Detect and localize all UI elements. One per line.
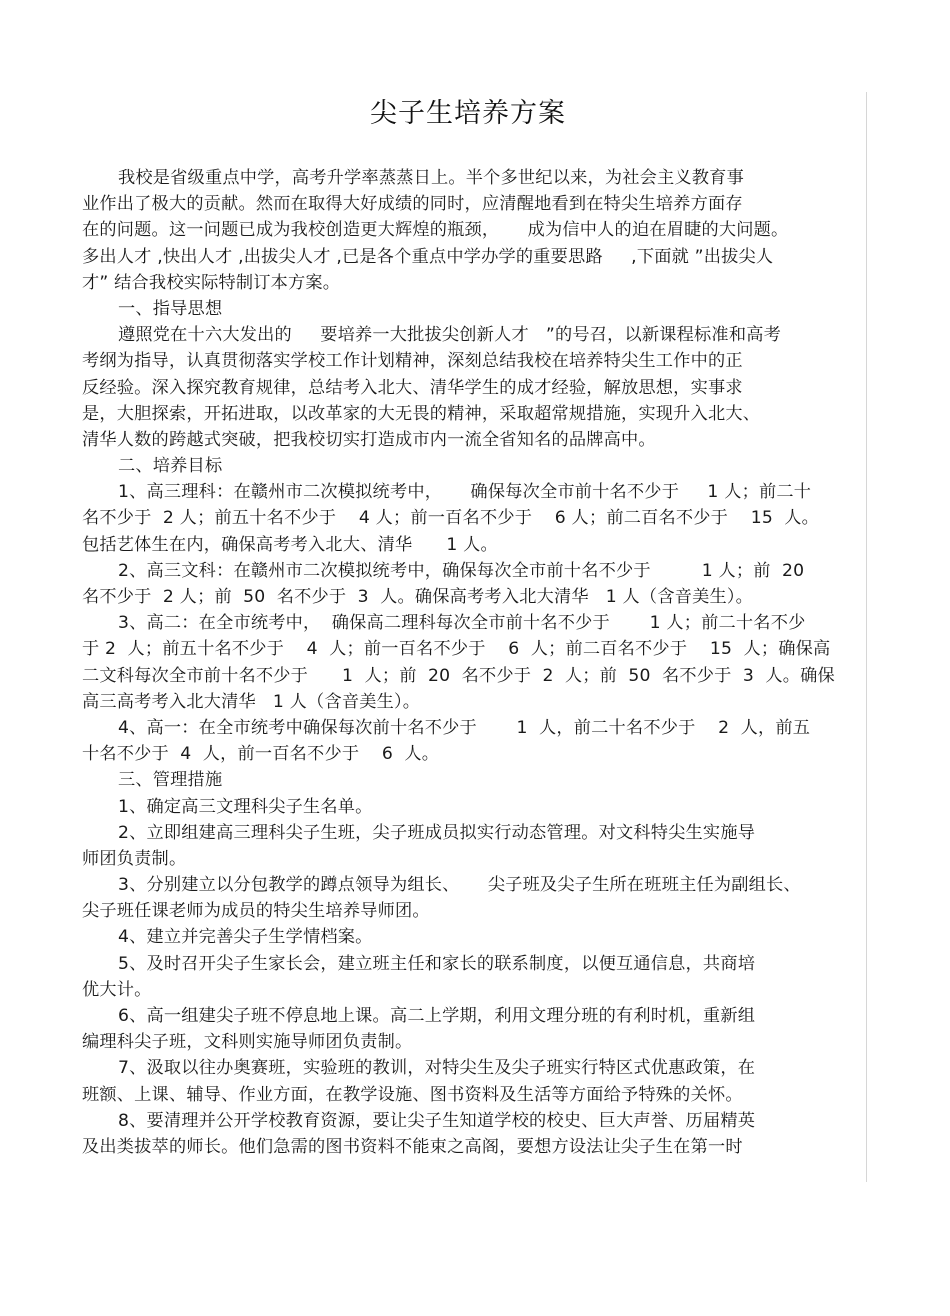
text-line: 在的问题。这一问题已成为我校创造更大辉煌的瓶颈， 成为信中人的迫在眉睫的大问题。 — [82, 220, 789, 241]
text-line: 4、高一：在全市统考中确保每次前十名不少于 1 人，前二十名不少于 2 人，前五 — [118, 717, 811, 738]
text-line: 2、立即组建高三理科尖子生班，尖子班成员拟实行动态管理。对文科特尖生实施导 — [118, 822, 756, 843]
text-line: 尖子班任课老师为成员的特尖生培养导师团。 — [82, 901, 430, 922]
text-line: 二文科每次全市前十名不少于 1 人；前 20 名不少于 2 人；前 50 名不少于 3 人。确保 — [82, 665, 835, 686]
text-line: 4、建立并完善尖子生学情档案。 — [118, 927, 373, 948]
text-line: 是，大胆探索，开拓进取，以改革家的大无畏的精神，采取超常规措施，实现升入北大、 — [82, 403, 761, 424]
text-line: 反经验。深入探究教育规律，总结考入北大、清华学生的成才经验，解放思想，实事求 — [82, 377, 743, 398]
text-line: 遵照党在十六大发出的 要培养一大批拔尖创新人才 ”的号召，以新课程标准和高考 — [118, 325, 781, 346]
text-line: 高三高考考入北大清华 1 人（含音美生）。 — [82, 691, 421, 712]
text-line: 2、高三文科：在赣州市二次模拟统考中，确保每次全市前十名不少于 1 人；前 20 — [118, 560, 805, 581]
text-line: 5、及时召开尖子生家长会，建立班主任和家长的联系制度，以便互通信息，共商培 — [118, 953, 756, 974]
text-line: 二、培养目标 — [118, 456, 223, 477]
text-line: 我校是省级重点中学，高考升学率蒸蒸日上。半个多世纪以来，为社会主义教育事 — [118, 168, 744, 188]
document-body — [82, 165, 864, 1160]
text-line: 6、高一组建尖子班不停息地上课。高二上学期，利用文理分班的有利时机，重新组 — [118, 1006, 756, 1026]
text-line: 编理科尖子班，文科则实施导师团负责制。 — [82, 1032, 413, 1053]
text-line: 包括艺体生在内，确保高考考入北大、清华 1 人。 — [82, 534, 498, 555]
document-title: 尖子生培养方案 — [370, 98, 566, 129]
text-line: 8、要清理并公开学校教育资源，要让尖子生知道学校的校史、巨大声誉、历届精英 — [118, 1110, 756, 1131]
text-line: 1、确定高三文理科尖子生名单。 — [118, 796, 373, 817]
text-line: 及出类拔萃的师长。他们急需的图书资料不能束之高阁，要想方设法让尖子生在第一时 — [82, 1136, 743, 1157]
page-edge-divider — [866, 92, 867, 1182]
text-line: 业作出了极大的贡献。然而在取得大好成绩的同时，应清醒地看到在特尖生培养方面存 — [82, 194, 743, 215]
text-line: 师团负责制。 — [82, 848, 187, 869]
text-line: 于 2 人；前五十名不少于 4 人；前一百名不少于 6 人；前二百名不少于 15 人；确保高 — [82, 639, 831, 660]
text-line: 多出人才 ,快出人才 ,出拔尖人才 ,已是各个重点中学办学的重要思路 ,下面就 ”出拔尖人 — [82, 246, 774, 267]
text-line: 名不少于 2 人；前 50 名不少于 3 人。确保高考考入北大清华 1 人（含音美生）。 — [82, 587, 754, 607]
text-line: 十名不少于 4 人，前一百名不少于 6 人。 — [82, 744, 440, 765]
text-line: 一、指导思想 — [118, 298, 223, 319]
text-line: 3、高二：在全市统考中， 确保高二理科每次全市前十名不少于 1 人；前二十名不少 — [118, 613, 806, 634]
text-line: 清华人数的跨越式突破，把我校切实打造成市内一流全省知名的品牌高中。 — [82, 429, 656, 450]
text-line: 1、高三理科：在赣州市二次模拟统考中， 确保每次全市前十名不少于 1 人；前二十 — [118, 482, 812, 503]
text-line: 才” 结合我校实际特制订本方案。 — [82, 272, 341, 293]
text-line: 名不少于 2 人；前五十名不少于 4 人；前一百名不少于 6 人；前二百名不少于 15 人。 — [82, 508, 820, 529]
text-line: 7、汲取以往办奥赛班，实验班的教训，对特尖生及尖子班实行特区式优惠政策，在 — [118, 1058, 756, 1079]
text-line: 考纲为指导，认真贯彻落实学校工作计划精神，深刻总结我校在培养特尖生工作中的正 — [82, 351, 743, 372]
text-line: 3、分别建立以分包教学的蹲点领导为组长、 尖子班及尖子生所在班班主任为副组长、 — [118, 875, 801, 896]
text-line: 班额、上课、辅导、作业方面，在教学设施、图书资料及生活等方面给予特殊的关怀。 — [82, 1084, 743, 1105]
text-line: 三、管理措施 — [118, 770, 223, 791]
text-line: 优大计。 — [82, 979, 152, 1000]
